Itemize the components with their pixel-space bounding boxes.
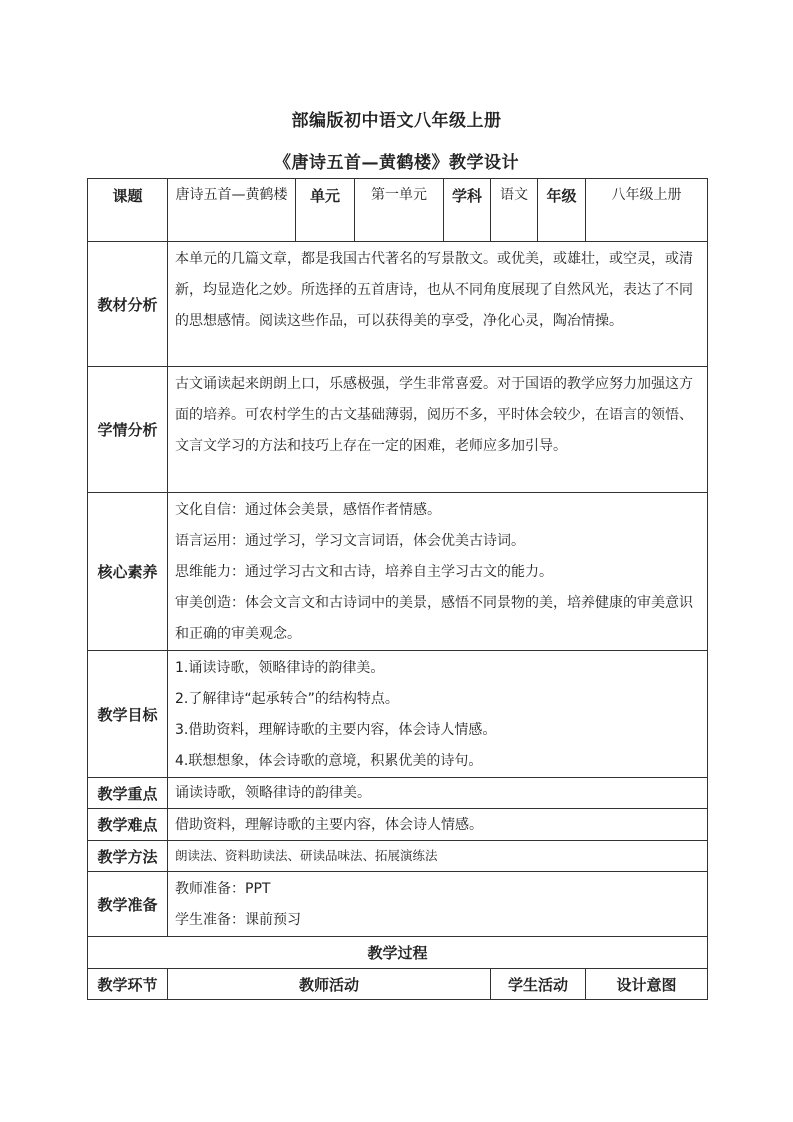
methods-row [88, 841, 708, 872]
subject-label: 学科 [444, 179, 491, 242]
process-header-student: 学生活动 [491, 969, 586, 1000]
process-header-row [88, 969, 708, 1000]
learner-label: 学情分析 [88, 367, 168, 493]
subject-value: 语文 [491, 179, 538, 242]
learner-row [88, 367, 708, 493]
prep-teacher: 教师准备：PPT [175, 881, 271, 897]
methods-text: 朗读法、资料助读法、研读品味法、拓展演练法 [168, 841, 708, 872]
process-header-stage: 教学环节 [88, 969, 168, 1000]
info-row [88, 179, 708, 242]
key-label: 教学重点 [88, 778, 168, 809]
literacy-item: 审美创造：体会文言文和古诗词中的美景，感悟不同景物的美，培养健康的审美意识和正确的审美观念。 [175, 595, 693, 642]
difficulty-row [88, 809, 708, 841]
methods-label: 教学方法 [88, 841, 168, 872]
process-title: 教学过程 [88, 937, 708, 969]
literacy-item: 文化自信：通过体会美景，感悟作者情感。 [175, 502, 441, 518]
unit-value: 第一单元 [355, 179, 444, 242]
process-title-row [88, 937, 708, 969]
learner-text: 古文诵读起来朗朗上口，乐感极强，学生非常喜爱。对于国语的教学应努力加强这方面的培养。可农村学生的古文基础薄弱，阅历不多，平时体会较少，在语言的领悟、文言文学习的方法和技巧上存在一定的困难，老师应多加引导。 [168, 367, 708, 493]
difficulty-label: 教学难点 [88, 809, 168, 841]
goals-row [88, 651, 708, 778]
lesson-value: 唐诗五首—黄鹤楼 [168, 179, 296, 242]
process-header-intent: 设计意图 [586, 969, 708, 1000]
goals-list [168, 651, 708, 778]
lesson-label: 课题 [88, 179, 168, 242]
page-title: 部编版初中语文八年级上册 [291, 111, 502, 131]
material-label: 教材分析 [88, 242, 168, 367]
literacy-label: 核心素养 [88, 493, 168, 651]
literacy-list [168, 493, 708, 651]
page-subtitle: 《唐诗五首—黄鹤楼》教学设计 [274, 153, 519, 173]
literacy-item: 语言运用：通过学习，学习文言词语，体会优美古诗词。 [175, 533, 525, 549]
process-header-teacher: 教师活动 [168, 969, 491, 1000]
grade-value: 八年级上册 [586, 179, 708, 242]
key-text: 诵读诗歌，领略律诗的韵律美。 [168, 778, 708, 809]
goals-label: 教学目标 [88, 651, 168, 778]
lesson-plan-table [87, 178, 708, 1000]
key-row [88, 778, 708, 809]
goal-item: 3.借助资料，理解诗歌的主要内容，体会诗人情感。 [175, 722, 497, 738]
literacy-row [88, 493, 708, 651]
goal-item: 4.联想想象，体会诗歌的意境，积累优美的诗句。 [175, 753, 483, 769]
goal-item: 1.诵读诗歌，领略律诗的韵律美。 [175, 660, 385, 676]
prep-list [168, 872, 708, 937]
material-row [88, 242, 708, 367]
goal-item: 2.了解律诗“起承转合”的结构特点。 [175, 691, 399, 707]
literacy-item: 思维能力：通过学习古文和古诗，培养自主学习古文的能力。 [175, 564, 553, 580]
prep-row [88, 872, 708, 937]
unit-label: 单元 [296, 179, 355, 242]
difficulty-text: 借助资料，理解诗歌的主要内容，体会诗人情感。 [168, 809, 708, 841]
prep-student: 学生准备：课前预习 [175, 912, 301, 928]
material-text: 本单元的几篇文章，都是我国古代著名的写景散文。或优美，或雄壮，或空灵，或清新，均显造化之妙。所选择的五首唐诗，也从不同角度展现了自然风光，表达了不同的思想感情。阅读这些作品，可以获得美的享受，净化心灵，陶冶情操。 [168, 242, 708, 367]
grade-label: 年级 [538, 179, 586, 242]
prep-label: 教学准备 [88, 872, 168, 937]
